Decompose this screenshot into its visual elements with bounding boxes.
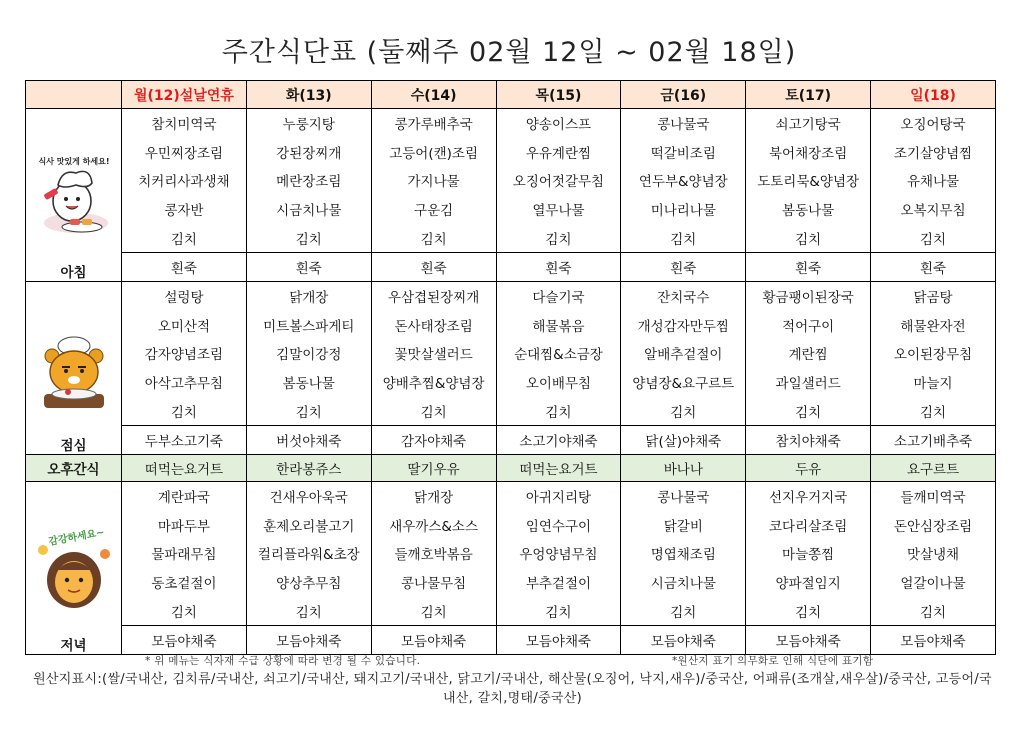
porridge-item: 참치야채죽	[746, 425, 871, 454]
dinner-label-cell	[26, 481, 122, 654]
menu-item: 콩나물무침	[371, 568, 496, 597]
menu-item: 봄동나물	[746, 195, 871, 224]
menu-item: 맛살냉채	[871, 539, 996, 568]
dinner-label: 저녁	[60, 637, 87, 654]
menu-item: 적어구이	[746, 311, 871, 340]
day-header-row	[26, 81, 996, 109]
menu-item: 떡갈비조림	[621, 138, 746, 167]
porridge-item: 버섯야채죽	[246, 425, 371, 454]
menu-item: 유채나물	[871, 166, 996, 195]
porridge-item: 흰죽	[371, 252, 496, 281]
snack-item: 떠먹는요거트	[122, 454, 247, 481]
dinner-row	[26, 596, 996, 625]
dinner-row	[26, 568, 996, 597]
porridge-item: 모듬야채죽	[746, 625, 871, 654]
menu-item: 닭개장	[371, 481, 496, 510]
menu-item: 해물볶음	[496, 311, 621, 340]
menu-item: 명엽채조림	[621, 539, 746, 568]
menu-item: 콩자반	[122, 195, 247, 224]
menu-item: 우삼겹된장찌개	[371, 281, 496, 310]
lunch-row	[26, 339, 996, 368]
lunch-label-cell	[26, 281, 122, 454]
menu-item: 김치	[371, 596, 496, 625]
day-header: 목(15)	[496, 81, 621, 109]
lunch-row	[26, 281, 996, 310]
menu-item: 마파두부	[122, 511, 247, 540]
breakfast-row	[26, 109, 996, 138]
breakfast-label: 아침	[60, 264, 87, 281]
breakfast-label-cell	[26, 109, 122, 282]
menu-item: 오징어탕국	[871, 109, 996, 138]
menu-item: 설렁탕	[122, 281, 247, 310]
menu-item: 양상추무침	[246, 568, 371, 597]
menu-item: 건새우아욱국	[246, 481, 371, 510]
dinner-row	[26, 481, 996, 510]
menu-item: 강된장찌개	[246, 138, 371, 167]
menu-item: 김치	[122, 223, 247, 252]
menu-item: 김치	[246, 396, 371, 425]
menu-item: 개성감자만두찜	[621, 311, 746, 340]
menu-item: 마늘쫑찜	[746, 539, 871, 568]
menu-item: 닭갈비	[621, 511, 746, 540]
menu-item: 조기살양념찜	[871, 138, 996, 167]
menu-item: 아귀지리탕	[496, 481, 621, 510]
menu-item: 해물완자전	[871, 311, 996, 340]
menu-item: 양념장&요구르트	[621, 368, 746, 397]
breakfast-row	[26, 166, 996, 195]
weekly-menu-table	[25, 80, 996, 655]
menu-item: 치커리사과생채	[122, 166, 247, 195]
menu-item: 얼갈이나물	[871, 568, 996, 597]
menu-item: 우엉양념무침	[496, 539, 621, 568]
menu-item: 돈사태장조림	[371, 311, 496, 340]
menu-item: 김치	[871, 396, 996, 425]
snack-item: 한라봉쥬스	[246, 454, 371, 481]
menu-item: 김치	[122, 396, 247, 425]
menu-item: 코다리살조림	[746, 511, 871, 540]
porridge-item: 소고기야채죽	[496, 425, 621, 454]
porridge-item: 흰죽	[871, 252, 996, 281]
snack-row	[26, 454, 996, 481]
menu-item: 누룽지탕	[246, 109, 371, 138]
menu-item: 우유계란찜	[496, 138, 621, 167]
menu-item: 쇠고기탕국	[746, 109, 871, 138]
lunch-label: 점심	[60, 437, 87, 454]
menu-item: 메란장조림	[246, 166, 371, 195]
menu-item: 선지우거지국	[746, 481, 871, 510]
menu-item: 김치	[871, 223, 996, 252]
menu-item: 들깨미역국	[871, 481, 996, 510]
menu-item: 오미산적	[122, 311, 247, 340]
day-header: 금(16)	[621, 81, 746, 109]
menu-item: 양배추찜&양념장	[371, 368, 496, 397]
dinner-porridge-row	[26, 625, 996, 654]
snack-item: 떠먹는요거트	[496, 454, 621, 481]
breakfast-porridge-row	[26, 252, 996, 281]
menu-item: 김치	[621, 223, 746, 252]
menu-item: 미트볼스파게티	[246, 311, 371, 340]
breakfast-row	[26, 138, 996, 167]
menu-item: 김치	[621, 596, 746, 625]
porridge-item: 모듬야채죽	[371, 625, 496, 654]
menu-item: 김치	[496, 396, 621, 425]
notice-left: * 위 메뉴는 식자재 수급 상황에 따라 변경 될 수 있습니다.	[145, 655, 421, 667]
menu-item: 김치	[496, 223, 621, 252]
porridge-item: 흰죽	[621, 252, 746, 281]
menu-item: 김치	[122, 596, 247, 625]
porridge-item: 소고기배추죽	[871, 425, 996, 454]
menu-item: 컬리플라워&초장	[246, 539, 371, 568]
snack-item: 바나나	[621, 454, 746, 481]
menu-item: 양파절임지	[746, 568, 871, 597]
dinner-row	[26, 539, 996, 568]
menu-item: 오이배무침	[496, 368, 621, 397]
menu-item: 새우까스&소스	[371, 511, 496, 540]
menu-item: 연두부&양념장	[621, 166, 746, 195]
snack-item: 요구르트	[871, 454, 996, 481]
snack-item: 딸기우유	[371, 454, 496, 481]
menu-item: 계란파국	[122, 481, 247, 510]
menu-item: 콩나물국	[621, 109, 746, 138]
menu-item: 양송이스프	[496, 109, 621, 138]
porridge-item: 흰죽	[246, 252, 371, 281]
porridge-item: 두부소고기죽	[122, 425, 247, 454]
icon-caption: 식사 맛있게 하세요!	[37, 156, 110, 166]
porridge-item: 모듬야채죽	[122, 625, 247, 654]
porridge-item: 흰죽	[122, 252, 247, 281]
menu-item: 훈제오리불고기	[246, 511, 371, 540]
menu-item: 알배추겉절이	[621, 339, 746, 368]
day-header: 월(12)설날연휴	[122, 81, 247, 109]
menu-item: 다슬기국	[496, 281, 621, 310]
menu-item: 김치	[496, 596, 621, 625]
corner-cell	[26, 81, 122, 109]
lunch-row	[26, 396, 996, 425]
day-header: 일(18)	[871, 81, 996, 109]
bear-character-icon	[38, 334, 110, 412]
menu-item: 오이된장무침	[871, 339, 996, 368]
menu-item: 황금팽이된장국	[746, 281, 871, 310]
menu-item: 시금치나물	[246, 195, 371, 224]
menu-item: 닭곰탕	[871, 281, 996, 310]
origin-label: 원산지표시:(쌀/국내산, 김치류/국내산, 쇠고기/국내산, 돼지고기/국내산, 닭고기/국내산, 해산물(오징어, 낙지,새우)/중국산, 어패류(조개살,새우살)/중국산, 고등어/국내산, 갈치,명태/중국산)	[33, 672, 992, 706]
breakfast-row	[26, 195, 996, 224]
menu-item: 구운김	[371, 195, 496, 224]
menu-item: 콩가루배추국	[371, 109, 496, 138]
menu-item: 콩나물국	[621, 481, 746, 510]
snack-item: 두유	[746, 454, 871, 481]
day-header: 수(14)	[371, 81, 496, 109]
menu-item: 아삭고추무침	[122, 368, 247, 397]
porridge-item: 모듬야채죽	[496, 625, 621, 654]
cheering-girl-icon	[35, 526, 113, 612]
menu-item: 오복지무침	[871, 195, 996, 224]
menu-item: 김치	[871, 596, 996, 625]
menu-item: 오징어젓갈무침	[496, 166, 621, 195]
lunch-row	[26, 311, 996, 340]
snack-label-cell	[26, 454, 122, 481]
menu-item: 과일샐러드	[746, 368, 871, 397]
menu-item: 김치	[246, 223, 371, 252]
dinner-row	[26, 511, 996, 540]
porridge-item: 모듬야채죽	[871, 625, 996, 654]
menu-item: 잔치국수	[621, 281, 746, 310]
menu-item: 물파래무침	[122, 539, 247, 568]
chef-character-icon	[32, 155, 116, 239]
menu-item: 돈안심장조림	[871, 511, 996, 540]
lunch-porridge-row	[26, 425, 996, 454]
menu-item: 김치	[746, 396, 871, 425]
snack-label: 오후간식	[47, 461, 100, 478]
notice-right: *원산지 표기 의무화로 인해 식단에 표기함	[672, 655, 874, 667]
menu-item: 순대찜&소금장	[496, 339, 621, 368]
menu-item: 김치	[746, 223, 871, 252]
menu-item: 봄동나물	[246, 368, 371, 397]
menu-item: 임연수구이	[496, 511, 621, 540]
menu-item: 우민찌장조림	[122, 138, 247, 167]
menu-item: 감자양념조림	[122, 339, 247, 368]
porridge-item: 감자야채죽	[371, 425, 496, 454]
menu-item: 도토리묵&양념장	[746, 166, 871, 195]
menu-item: 가지나물	[371, 166, 496, 195]
menu-item: 미나리나물	[621, 195, 746, 224]
menu-item: 들깨호박볶음	[371, 539, 496, 568]
menu-item: 북어채장조림	[746, 138, 871, 167]
porridge-item: 모듬야채죽	[621, 625, 746, 654]
menu-item: 계란찜	[746, 339, 871, 368]
menu-item: 부추겉절이	[496, 568, 621, 597]
icon-caption: 감강하세요~	[47, 527, 105, 548]
menu-item: 김말이강정	[246, 339, 371, 368]
porridge-item: 닭(살)야채죽	[621, 425, 746, 454]
porridge-item: 흰죽	[746, 252, 871, 281]
menu-item: 고등어(캔)조림	[371, 138, 496, 167]
menu-item: 김치	[246, 596, 371, 625]
page-title: 주간식단표 (둘째주 02월 12일 ~ 02월 18일)	[221, 37, 797, 68]
porridge-item: 모듬야채죽	[246, 625, 371, 654]
menu-item: 닭개장	[246, 281, 371, 310]
menu-item: 동초겉절이	[122, 568, 247, 597]
menu-item: 시금치나물	[621, 568, 746, 597]
menu-item: 김치	[746, 596, 871, 625]
menu-item: 김치	[621, 396, 746, 425]
menu-item: 마늘지	[871, 368, 996, 397]
breakfast-row	[26, 223, 996, 252]
lunch-row	[26, 368, 996, 397]
menu-item: 꽃맛살샐러드	[371, 339, 496, 368]
menu-item: 김치	[371, 396, 496, 425]
menu-item: 열무나물	[496, 195, 621, 224]
day-header: 화(13)	[246, 81, 371, 109]
day-header: 토(17)	[746, 81, 871, 109]
porridge-item: 흰죽	[496, 252, 621, 281]
menu-item: 참치미역국	[122, 109, 247, 138]
menu-item: 김치	[371, 223, 496, 252]
